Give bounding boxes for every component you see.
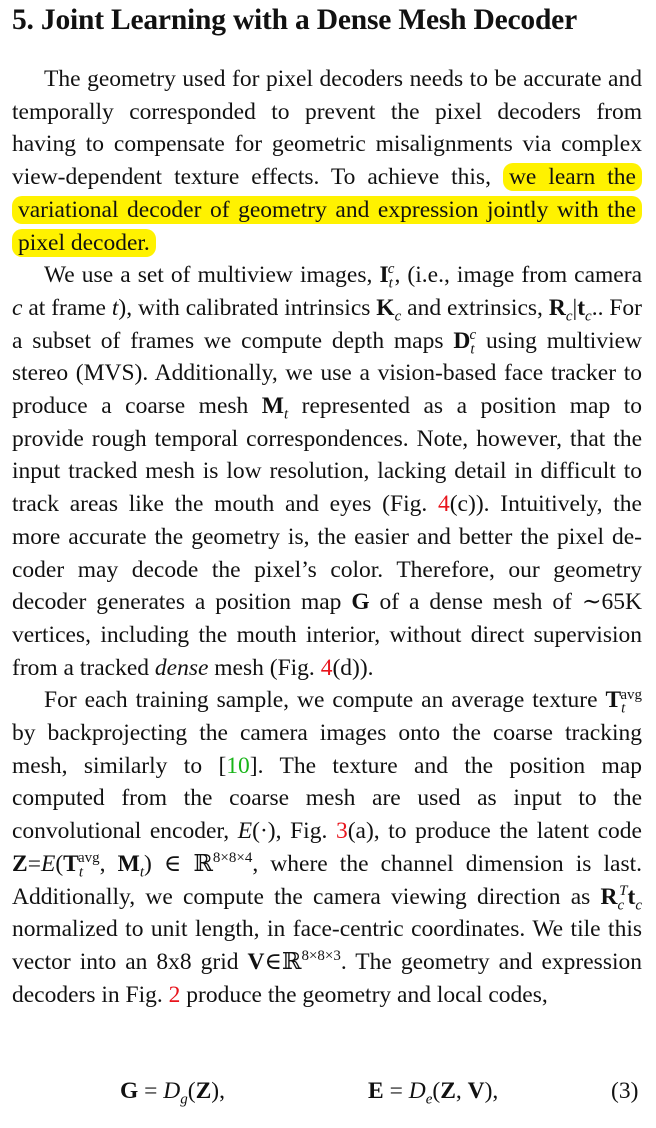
highlighted-sentence: we learn the variational decoder of geometry and expression jointly with the pixel decoder. — [12, 163, 642, 256]
p2-text: ), with calibrated intrinsics — [118, 294, 377, 321]
paragraph-1-text: The geometry used for pixel decoders needs to be accurate and temporally corresponded to prevent the pixel decoders from having to compensate for geometric misalignments via complex view-dependent texture effects. To achieve this, — [12, 66, 642, 191]
p2-text: , (i.e., image from camera — [394, 262, 642, 289]
math-image-set: $I_t^c$ — [379, 261, 395, 292]
equation-left: $G = D_g(Z)$, — [120, 1078, 225, 1108]
math-intrinsics: $K_c$ — [376, 294, 402, 325]
figure-ref[interactable]: 4 — [320, 654, 333, 681]
p2-text: (c)). Intuitively, the more accurate the geometry is, the easier and better the pixel decoder may decode the pixel’s color. Therefore, our geometry decoder generates a position map — [12, 491, 642, 616]
figure-ref[interactable]: 3 — [335, 818, 348, 845]
p3-text: produce the geometry and local codes, — [180, 981, 548, 1008]
p3-text: normalized to unit length, in face-centric coordinates. We tile this vector into an 8x8 grid — [12, 916, 642, 975]
p2-text: mesh (Fig. — [208, 654, 321, 681]
p2-text: . For a subset of frames we compute depth maps — [12, 294, 642, 354]
p3-text: For each training sample, we compute an average texture — [44, 687, 606, 714]
section-heading: 5. Joint Learning with a Dense Mesh Decoder — [12, 4, 577, 36]
p3-text: by backprojecting the camera images onto the coarse tracking mesh, similarly to [ — [12, 720, 642, 779]
math-latent-code: $Z=E(T_t^{avg}$, $M_t$) ∈ ℝ$^{8\times 8\times 4}$ — [12, 850, 253, 881]
equation-3 — [0, 1078, 656, 1118]
p2-text: (d)). — [332, 654, 374, 681]
math-mesh: $M_t$ — [261, 393, 289, 423]
p3-text: (a), to produce the latent code — [347, 818, 642, 845]
emphasis-dense: dense — [154, 654, 209, 681]
paragraph-1 — [12, 63, 642, 259]
math-grid: V∈ℝ$^{8\times 8\times 3}$ — [247, 948, 341, 975]
paragraph-2 — [12, 259, 642, 684]
p2-text: using multiview stereo (MVS). Additionally, we use a vision-based face tracker to produce a coarse mesh — [12, 327, 642, 420]
equation-number: (3) — [611, 1078, 639, 1104]
p2-text: We use a set of multiview images, — [44, 262, 380, 289]
citation-ref[interactable]: 10 — [226, 752, 250, 779]
math-t: t — [111, 294, 119, 321]
paragraph-3 — [12, 684, 642, 1011]
math-extrinsics: $R_c|t_c$. — [548, 294, 598, 325]
p2-text: and extrinsics, — [401, 294, 549, 321]
math-view-dir: $R_c^Tt_c$ — [600, 882, 642, 914]
p3-text: , Fig. — [275, 818, 336, 845]
p2-text: represented as a position map to provide rough temporal correspondences. Note, however, that the input tracked mesh is low resolution, lacking detail in difficult to track areas like the mouth and eyes (Fig. — [12, 393, 643, 518]
math-avg-texture: $T_t^{avg}$ — [605, 686, 642, 718]
p2-text: at frame — [22, 294, 112, 321]
equation-right: $E = D_e(Z$, V), — [368, 1078, 499, 1108]
p3-text: ]. The texture and the position map computed from the coarse mesh are used as input to the convolutional encoder, — [12, 752, 642, 845]
math-encoder: E(·) — [237, 818, 276, 845]
p3-text: . The geometry and expression decoders in Fig. — [12, 948, 642, 1008]
math-depth: $D_t^c$ — [453, 326, 477, 358]
section-body — [12, 63, 642, 1011]
p3-text: , where the channel dimension is last. Additionally, we compute the camera viewing direction as — [12, 850, 642, 910]
p2-text: of a dense mesh of ∼65K vertices, including the mouth interior, without direct supervision from a tracked — [12, 589, 642, 681]
figure-ref[interactable]: 4 — [437, 491, 450, 518]
figure-ref[interactable]: 2 — [168, 981, 181, 1008]
math-c: c — [12, 294, 23, 321]
math-geometry: G — [351, 589, 370, 616]
